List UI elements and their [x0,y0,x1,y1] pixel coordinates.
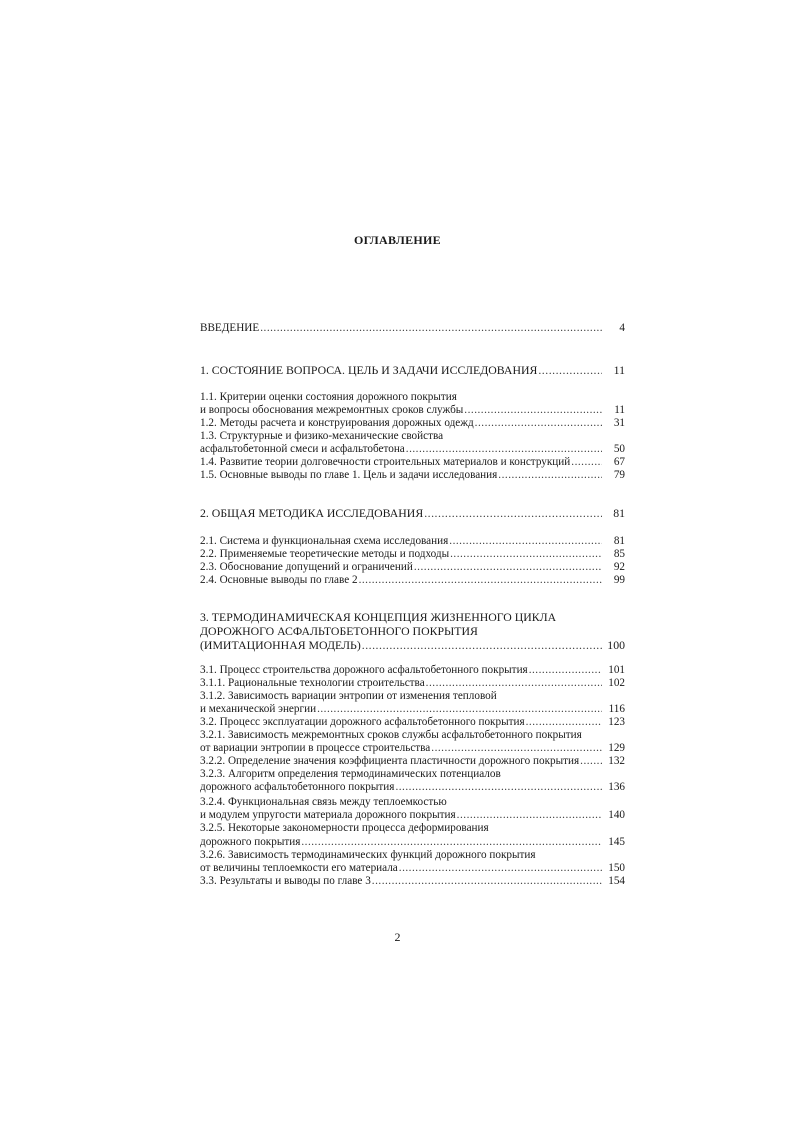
toc-entry-text: дорожного асфальтобетонного покрытия [200,781,395,793]
toc-leader-dots [317,703,602,716]
toc-leader-dots [426,677,602,690]
toc-entry-3-3 [200,875,625,888]
toc-entry-text: 2.2. Применяемые теоретические методы и подходы [200,548,450,560]
toc-entry-text: 2.3. Обоснование допущений и ограничений [200,561,413,573]
toc-entry-2-2 [200,548,625,561]
toc-entry-3-2-5 [200,836,625,849]
toc-entry-1-3 [200,443,625,456]
toc-leader-dots [399,862,602,875]
toc-leader-dots [450,548,602,561]
toc-entry-3-2-1 [200,742,625,755]
toc-entry-text: 2.1. Система и функциональная схема исследования [200,535,449,547]
toc-entry-text: от вариации энтропии в процессе строительства [200,742,431,754]
toc-page-number: 123 [608,716,625,728]
toc-entry-text: (ИМИТАЦИОННАЯ МОДЕЛЬ) [200,638,361,652]
toc-leader-dots [372,875,602,888]
toc-leader-dots [457,809,602,822]
toc-entry-3-2-6 [200,862,625,875]
toc-page-number: 31 [613,417,625,429]
toc-entry-text: 1. СОСТОЯНИЕ ВОПРОСА. ЦЕЛЬ И ЗАДАЧИ ИССЛЕДОВАНИЯ [200,363,538,377]
toc-page-number: 145 [608,836,625,848]
toc-entry-text: 1.3. Структурные и физико-механические свойства [200,430,444,442]
toc-entry-3-1-1 [200,677,625,690]
toc-entry-2-4 [200,574,625,587]
toc-page-number: 50 [613,443,625,455]
toc-entry-text: ВВЕДЕНИЕ [200,322,260,334]
toc-page-number: 99 [613,574,625,586]
toc-page-number: 92 [613,561,625,573]
toc-page-number: 79 [613,469,625,481]
toc-entry-text: 3.1.2. Зависимость вариации энтропии от изменения тепловой [200,690,497,702]
toc-leader-dots [571,456,602,469]
page-title: ОГЛАВЛЕНИЕ [354,233,441,247]
toc-entry-text: дорожного покрытия [200,836,301,848]
toc-leader-dots [431,742,602,755]
toc-page-number: 102 [608,677,625,689]
toc-entry-1-5 [200,469,625,482]
toc-leader-dots [406,443,602,456]
toc-leader-dots [395,781,602,794]
toc-entry-text: 3.2.6. Зависимость термодинамических функций дорожного покрытия [200,849,536,861]
toc-page-number: 81 [613,535,625,547]
toc-entry-text: 3.2. Процесс эксплуатации дорожного асфальтобетонного покрытия [200,716,525,728]
toc-leader-dots [260,322,602,335]
toc-entry-text: асфальтобетонной смеси и асфальтобетона [200,443,405,455]
toc-leader-dots [449,535,602,548]
toc-leader-dots [526,716,602,729]
toc-page-number: 132 [608,755,625,767]
toc-page-number: 81 [613,506,625,520]
toc-page-number: 85 [613,548,625,560]
toc-leader-dots [498,469,602,482]
toc-entry-chapter-2 [200,507,625,520]
toc-entry-3-2-2 [200,755,625,768]
toc-entry-chapter-1 [200,364,625,377]
toc-entry-text: 3.2.2. Определение значения коэффициента пластичности дорожного покрытия [200,755,580,767]
toc-leader-dots [529,664,602,677]
toc-entry-chapter-3 [200,639,625,652]
toc-entry-1-2 [200,417,625,430]
toc-entry-text: и модулем упругости материала дорожного покрытия [200,809,456,821]
toc-entry-3-1 [200,664,625,677]
toc-page-number: 4 [619,322,625,334]
toc-leader-dots [414,561,602,574]
toc-entry-3-1-2 [200,703,625,716]
toc-page-number: 154 [608,875,625,887]
toc-leader-dots [362,639,602,652]
toc-page-number: 101 [608,664,625,676]
toc-page-number: 150 [608,862,625,874]
toc-entry-text: 3.2.4. Функциональная связь между теплоемкостью [200,796,447,808]
toc-entry-text: 3.3. Результаты и выводы по главе 3 [200,875,371,887]
toc-page-number: 11 [614,404,625,416]
toc-entry-2-1 [200,535,625,548]
toc-entry-text: 1.4. Развитие теории долговечности строительных материалов и конструкций [200,456,571,468]
toc-entry-1-4 [200,456,625,469]
toc-entry-3-2 [200,716,625,729]
toc-entry-text: 3.2.3. Алгоритм определения термодинамических потенциалов [200,768,501,780]
toc-entry-text: ДОРОЖНОГО АСФАЛЬТОБЕТОННОГО ПОКРЫТИЯ [200,624,478,638]
toc-leader-dots [424,507,602,520]
toc-entry-3-2-3 [200,781,625,794]
toc-page-number: 100 [607,638,625,652]
toc-leader-dots [464,404,602,417]
toc-leader-dots [538,364,602,377]
toc-page-number: 67 [613,456,625,468]
toc-entry-text: и механической энергии [200,703,317,715]
toc-entry-intro [200,322,625,335]
toc-leader-dots [475,417,602,430]
toc-entry-text: 3.1.1. Рациональные технологии строительства [200,677,425,689]
toc-page-number: 136 [608,781,625,793]
toc-leader-dots [359,574,602,587]
toc-page-number: 116 [608,703,625,715]
toc-entry-text: и вопросы обоснования межремонтных сроков службы [200,404,464,416]
toc-entry-1-1 [200,404,625,417]
toc-leader-dots [301,836,602,849]
toc-entry-3-2-4 [200,809,625,822]
toc-entry-text: 1.2. Методы расчета и конструирования дорожных одежд [200,417,474,429]
toc-entry-text: 3. ТЕРМОДИНАМИЧЕСКАЯ КОНЦЕПЦИЯ ЖИЗНЕННОГО ЦИКЛА [200,610,557,624]
toc-entry-2-3 [200,561,625,574]
toc-entry-text: 2.4. Основные выводы по главе 2 [200,574,358,586]
toc-leader-dots [580,755,602,768]
toc-entry-text: 1.5. Основные выводы по главе 1. Цель и задачи исследования [200,469,498,481]
page-number: 2 [394,930,401,944]
toc-page-number: 129 [608,742,625,754]
toc-entry-text: 3.1. Процесс строительства дорожного асфальтобетонного покрытия [200,664,528,676]
toc-page-number: 11 [613,363,625,377]
toc-entry-text: 2. ОБЩАЯ МЕТОДИКА ИССЛЕДОВАНИЯ [200,506,424,520]
toc-page-number: 140 [608,809,625,821]
toc-entry-text: 1.1. Критерии оценки состояния дорожного покрытия [200,391,457,403]
toc-entry-text: от величины теплоемкости его материала [200,862,398,874]
toc-entry-text: 3.2.1. Зависимость межремонтных сроков службы асфальтобетонного покрытия [200,729,582,741]
toc-entry-text: 3.2.5. Некоторые закономерности процесса деформирования [200,822,489,834]
